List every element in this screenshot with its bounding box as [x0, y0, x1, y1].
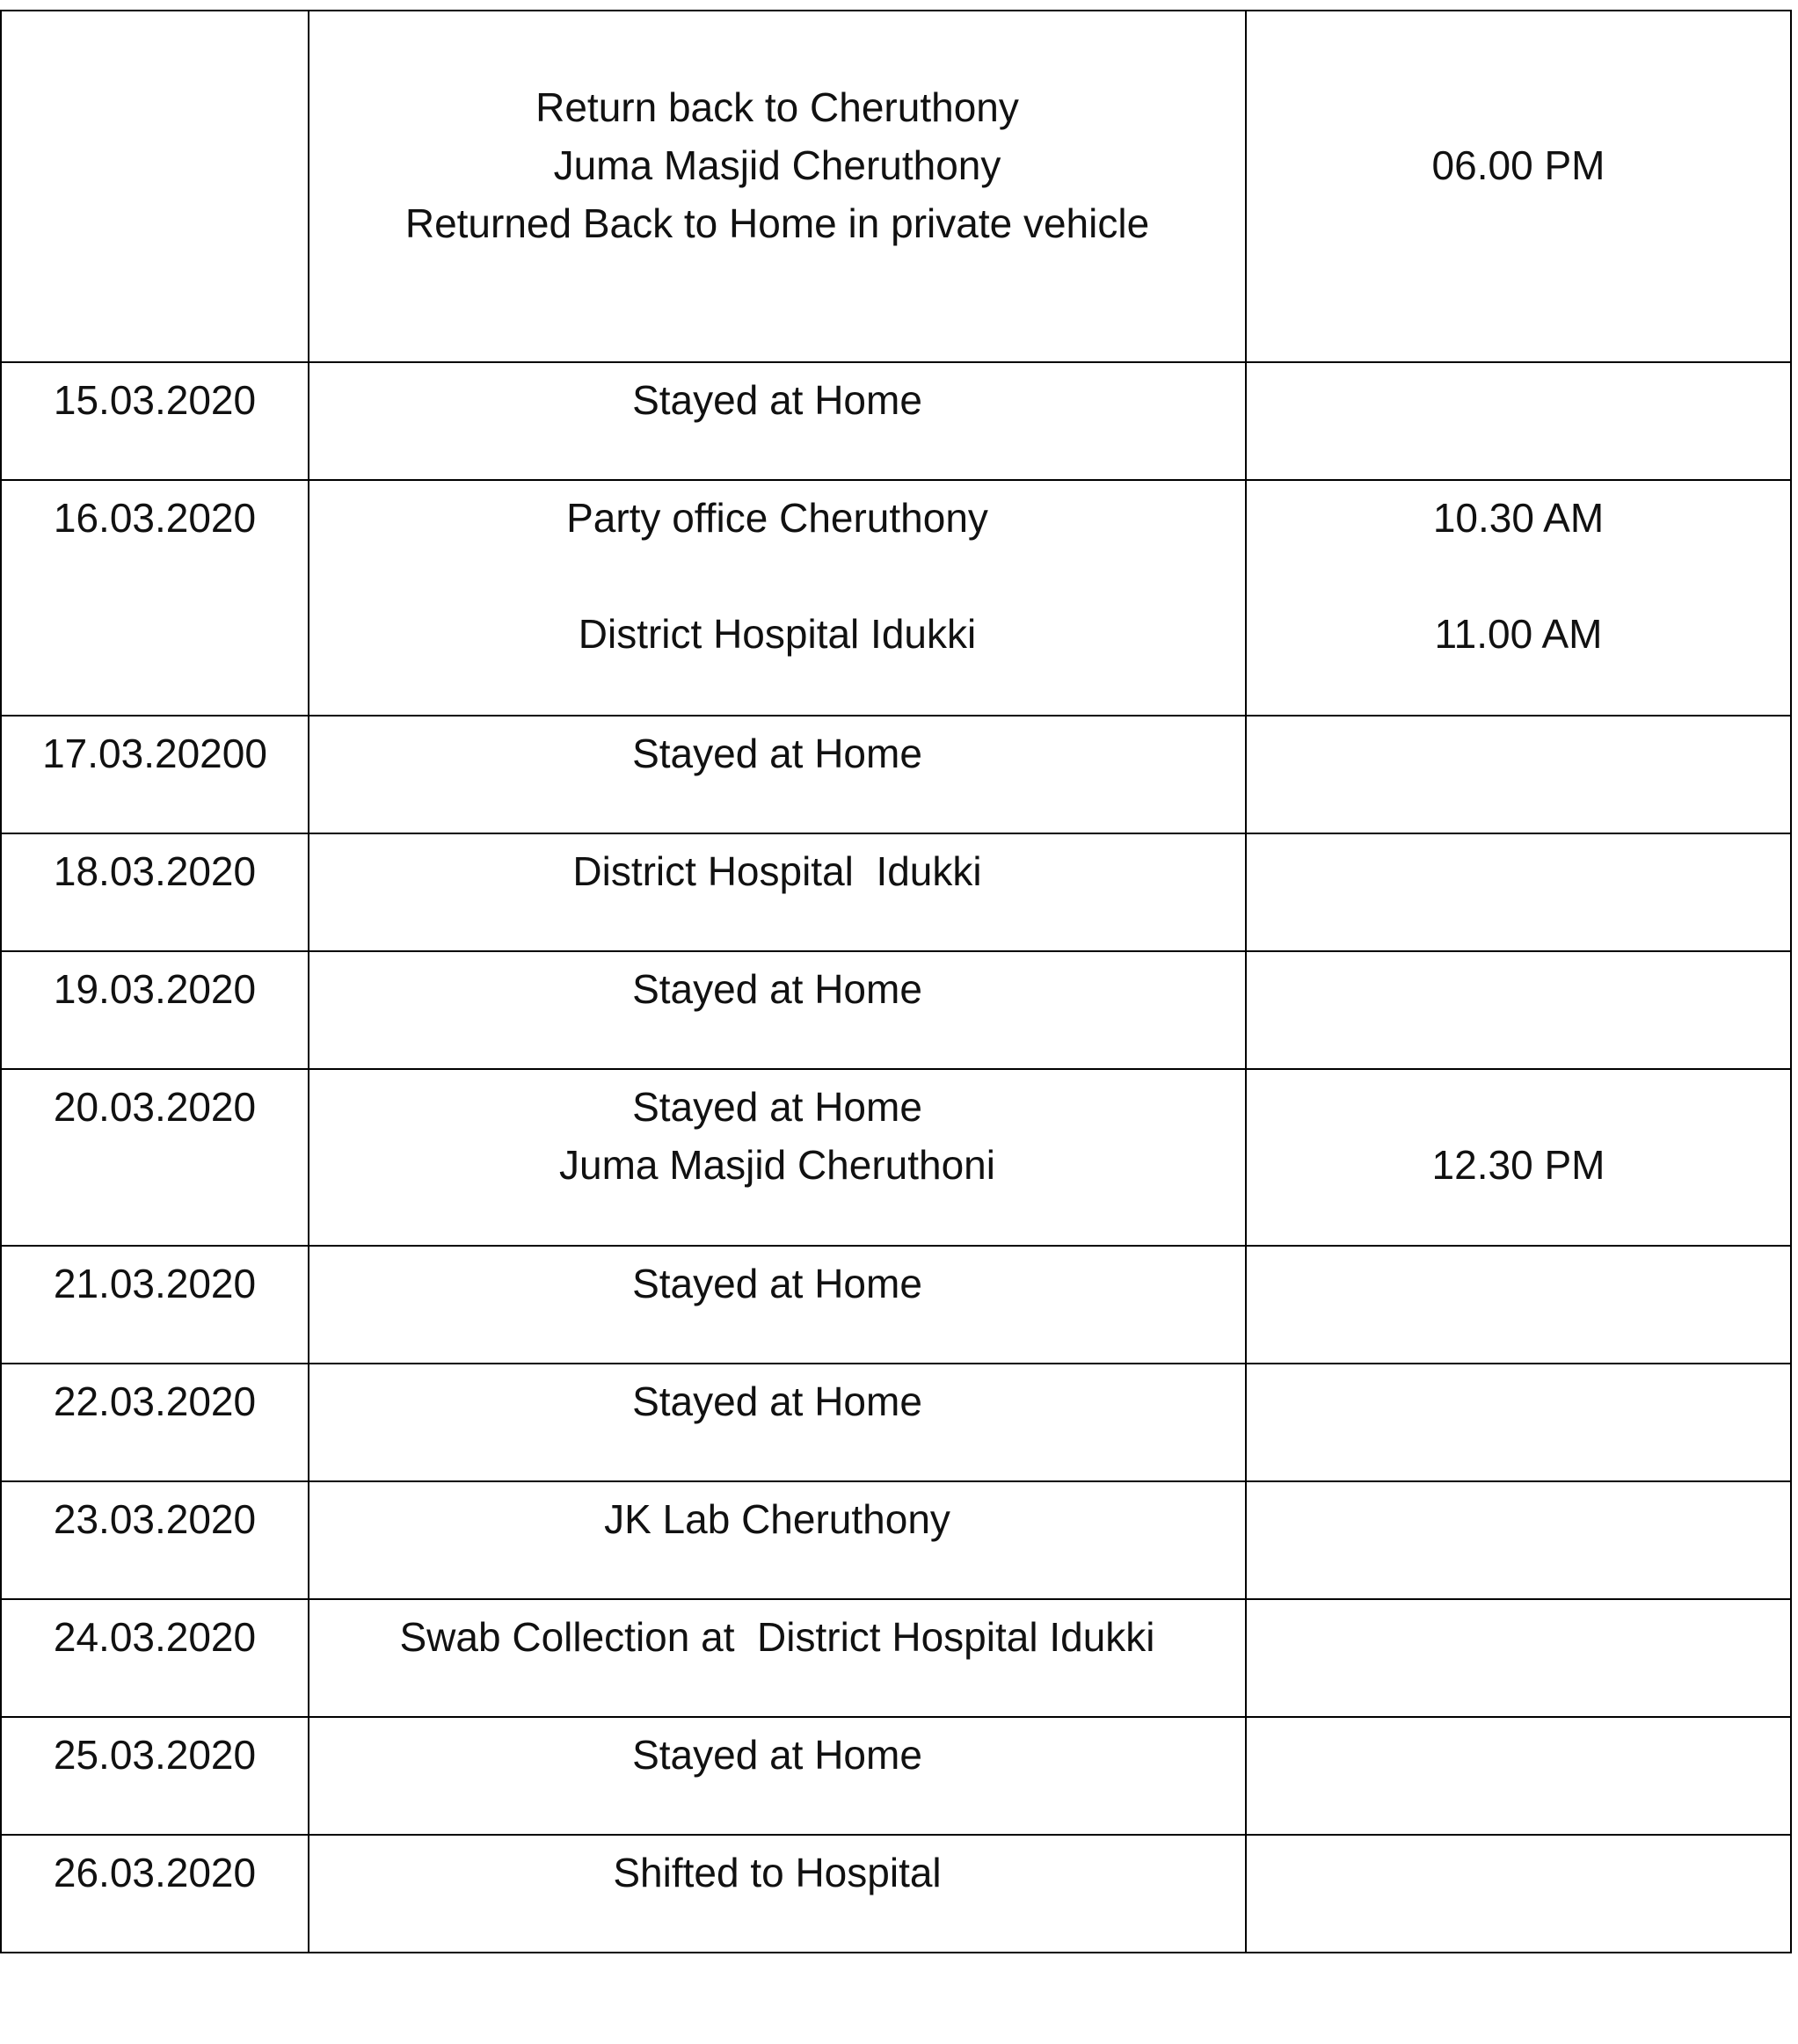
time-text: 10.30 AM	[1432, 495, 1605, 541]
place-text: Stayed at Home	[632, 1261, 922, 1306]
table-row	[1, 716, 1791, 833]
time-cell	[1246, 1599, 1791, 1717]
time-text	[1247, 1490, 1790, 1548]
place-text: Returned Back to Home in private vehicle	[404, 200, 1150, 246]
place-cell	[309, 362, 1246, 480]
route-map-table	[0, 10, 1792, 1953]
date-cell	[1, 11, 309, 362]
table-row	[1, 1599, 1791, 1717]
date-cell	[1, 1835, 309, 1953]
time-cell	[1246, 480, 1791, 716]
time-cell	[1246, 11, 1791, 362]
time-text	[1247, 371, 1790, 429]
time-cell	[1246, 1069, 1791, 1246]
time-cell	[1246, 362, 1791, 480]
time-cell	[1246, 951, 1791, 1069]
place-cell	[309, 11, 1246, 362]
place-text: Stayed at Home	[632, 1378, 922, 1424]
place-text: Stayed at Home	[632, 731, 922, 776]
time-text	[1247, 1726, 1790, 1784]
place-cell	[309, 1599, 1246, 1717]
place-cell	[309, 1364, 1246, 1481]
place-text: Juma Masjid Cheruthony	[553, 142, 1001, 188]
time-cell	[1246, 716, 1791, 833]
place-cell	[309, 480, 1246, 716]
table-row	[1, 1246, 1791, 1364]
place-text: Stayed at Home	[632, 377, 922, 423]
date-cell	[1, 1481, 309, 1599]
place-cell	[309, 1835, 1246, 1953]
date-cell	[1, 480, 309, 716]
time-text	[1247, 1608, 1790, 1666]
time-text	[1247, 960, 1790, 1018]
table-row	[1, 951, 1791, 1069]
time-text	[1247, 842, 1790, 900]
time-cell	[1246, 1364, 1791, 1481]
date-text: 26.03.2020	[53, 1850, 257, 1895]
place-text: District Hospital Idukki	[578, 611, 977, 657]
table-row	[1, 1481, 1791, 1599]
table-row	[1, 11, 1791, 362]
date-text: 18.03.2020	[53, 848, 257, 894]
place-cell	[309, 1246, 1246, 1364]
time-text	[1247, 1372, 1790, 1430]
date-cell	[1, 1599, 309, 1717]
date-cell	[1, 951, 309, 1069]
date-cell	[1, 1246, 309, 1364]
table-row	[1, 1835, 1791, 1953]
table-row	[1, 1364, 1791, 1481]
time-text	[1247, 78, 1790, 136]
date-text: 16.03.2020	[53, 495, 257, 541]
place-cell	[309, 1717, 1246, 1835]
date-text: 17.03.20200	[42, 731, 267, 776]
date-cell	[1, 1364, 309, 1481]
date-cell	[1, 1069, 309, 1246]
place-text: JK Lab Cheruthony	[604, 1496, 950, 1542]
time-text	[1247, 724, 1790, 782]
date-cell	[1, 362, 309, 480]
time-text: 06.00 PM	[1431, 142, 1605, 188]
date-text: 22.03.2020	[53, 1378, 257, 1424]
place-text: Juma Masjid Cheruthoni	[558, 1142, 995, 1188]
date-text: 25.03.2020	[53, 1732, 257, 1778]
place-text: Stayed at Home	[632, 966, 922, 1012]
place-cell	[309, 833, 1246, 951]
place-text	[309, 547, 1245, 605]
time-cell	[1246, 833, 1791, 951]
place-text: Party office Cheruthony	[566, 495, 988, 541]
place-cell	[309, 951, 1246, 1069]
time-text	[1247, 547, 1790, 605]
table-row	[1, 1069, 1791, 1246]
place-text: District Hospital Idukki	[572, 848, 982, 894]
place-text: Swab Collection at District Hospital Idukki	[399, 1614, 1155, 1660]
time-cell	[1246, 1835, 1791, 1953]
time-cell	[1246, 1481, 1791, 1599]
place-text: Stayed at Home	[632, 1084, 922, 1130]
place-text: Return back to Cheruthony	[535, 84, 1019, 130]
date-cell	[1, 833, 309, 951]
date-text: 19.03.2020	[53, 966, 257, 1012]
table-row	[1, 480, 1791, 716]
place-cell	[309, 716, 1246, 833]
time-text: 12.30 PM	[1431, 1142, 1605, 1188]
table-row	[1, 362, 1791, 480]
time-text	[1247, 1844, 1790, 1902]
date-text: 21.03.2020	[53, 1261, 257, 1306]
time-cell	[1246, 1246, 1791, 1364]
date-text: 20.03.2020	[53, 1084, 257, 1130]
table-row	[1, 833, 1791, 951]
time-text: 11.00 AM	[1434, 611, 1603, 657]
time-cell	[1246, 1717, 1791, 1835]
table-row	[1, 1717, 1791, 1835]
time-text	[1247, 194, 1790, 252]
date-text	[2, 78, 308, 136]
place-text: Stayed at Home	[632, 1732, 922, 1778]
time-text	[1247, 1255, 1790, 1313]
date-text: 24.03.2020	[53, 1614, 257, 1660]
place-text: Shifted to Hospital	[613, 1850, 942, 1895]
place-cell	[309, 1069, 1246, 1246]
date-text: 15.03.2020	[53, 377, 257, 423]
date-cell	[1, 716, 309, 833]
date-text: 23.03.2020	[53, 1496, 257, 1542]
date-cell	[1, 1717, 309, 1835]
time-text	[1247, 1078, 1790, 1136]
place-cell	[309, 1481, 1246, 1599]
